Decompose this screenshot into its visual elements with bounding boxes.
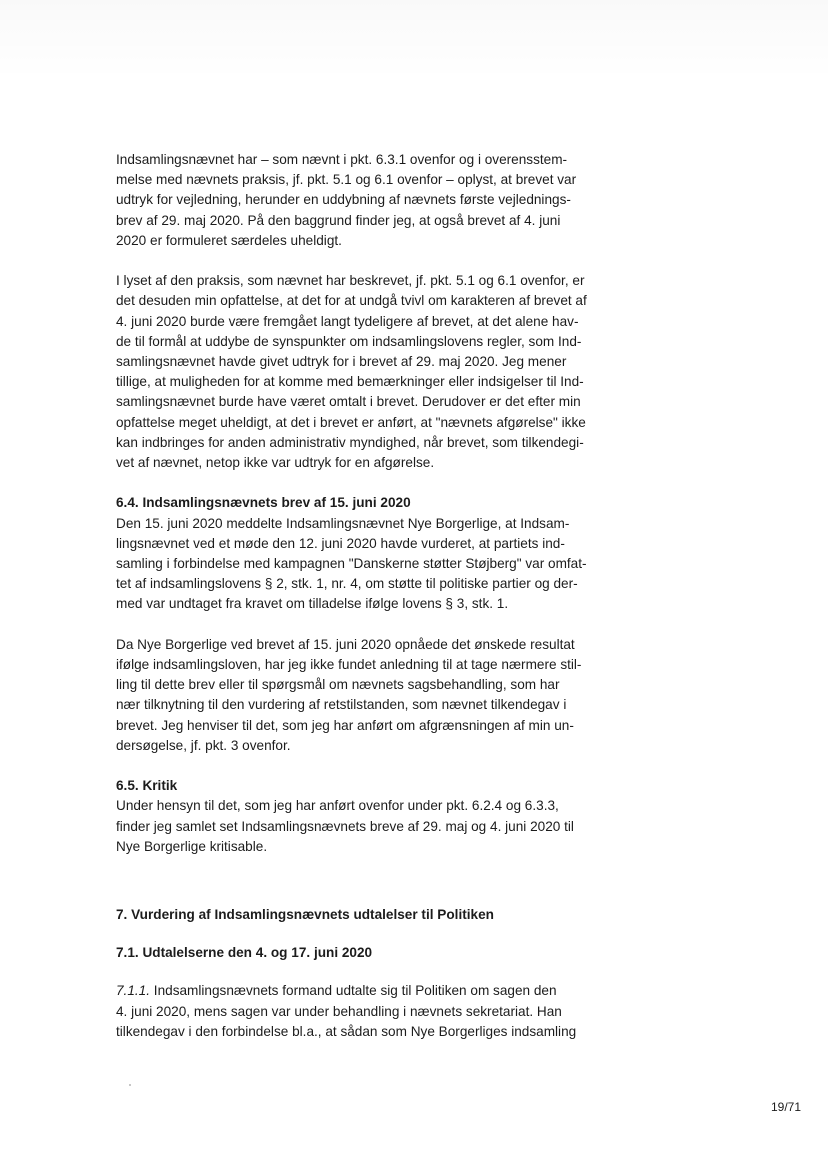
- text-line: det desuden min opfattelse, at det for at undgå tvivl om karakteren af brevet af: [116, 293, 587, 309]
- paragraph-letter-june-4-assessment: [116, 150, 600, 251]
- text-fragment: Indsamlingsnævnets formand udtalte sig til Politiken om sagen den: [150, 983, 557, 999]
- text-line: dersøgelse, jf. pkt. 3 ovenfor.: [116, 737, 291, 753]
- text-line-first: [116, 981, 600, 1001]
- subsection-number: 7.1.1.: [116, 983, 151, 999]
- paragraph-7-1-1: [116, 981, 600, 1042]
- text-line: Indsamlingsnævnet har – som nævnt i pkt. 6.3.1 ovenfor og i overensstem-: [116, 152, 568, 167]
- section-heading-7-1: 7.1. Udtalelserne den 4. og 17. juni 2020: [116, 945, 373, 961]
- text-line: melse med nævnets praksis, jf. pkt. 5.1 og 6.1 ovenfor – oplyst, at brevet var: [116, 172, 577, 188]
- text-line: ling til dette brev eller til spørgsmål om nævnets sagsbehandling, som har: [116, 677, 560, 693]
- text-line: ifølge indsamlingsloven, har jeg ikke fundet anledning til at tage nærmere stil-: [116, 657, 582, 673]
- text-line: samlingsnævnet havde givet udtryk for i brevet af 29. maj 2020. Jeg mener: [116, 354, 567, 370]
- text-line: 2020 er formuleret særdeles uheldigt.: [116, 232, 342, 248]
- text-line: nær tilknytning til den vurdering af retstilstanden, som nævnet tilkendegav i: [116, 697, 567, 713]
- text-line: brev af 29. maj 2020. På den baggrund finder jeg, at også brevet af 4. juni: [116, 212, 561, 228]
- section-heading-6-4: 6.4. Indsamlingsnævnets brev af 15. juni 2020: [116, 495, 411, 511]
- paragraph-june-15-result: [116, 635, 600, 756]
- scan-shade: [0, 0, 828, 80]
- text-line: finder jeg samlet set Indsamlingsnævnets breve af 29. maj og 4. juni 2020 til: [116, 818, 574, 834]
- text-line: Den 15. juni 2020 meddelte Indsamlingsnævnet Nye Borgerlige, at Indsam-: [116, 515, 570, 531]
- text-line: tillige, at muligheden for at komme med bemærkninger eller indsigelser til Ind-: [116, 374, 584, 390]
- text-line: Nye Borgerlige kritisable.: [116, 838, 268, 854]
- section-heading-6-5: 6.5. Kritik: [116, 778, 178, 794]
- text-line: 4. juni 2020 burde være fremgået langt tydeligere af brevet, at det alene hav-: [116, 313, 579, 329]
- text-line: opfattelse meget uheldigt, at det i brevet er anført, at "nævnets afgørelse" ikke: [116, 414, 586, 430]
- text-line: udtryk for vejledning, herunder en uddybning af nævnets første vejlednings-: [116, 192, 571, 208]
- text-line: 4. juni 2020, mens sagen var under behandling i nævnets sekretariat. Han: [116, 1003, 562, 1019]
- text-line: tilkendegav i den forbindelse bl.a., at sådan som Nye Borgerliges indsamling: [116, 1023, 577, 1039]
- page-number: 19/71: [771, 1100, 802, 1114]
- text-line: Da Nye Borgerlige ved brevet af 15. juni 2020 opnåede det ønskede resultat: [116, 636, 575, 652]
- text-line: samlingsnævnet burde have været omtalt i brevet. Derudover er det efter min: [116, 394, 581, 410]
- text-line: tet af indsamlingslovens § 2, stk. 1, nr. 4, om støtte til politiske partier og der-: [116, 576, 578, 592]
- section-heading-7: 7. Vurdering af Indsamlingsnævnets udtalelser til Politiken: [116, 907, 494, 923]
- scan-speck: [129, 1084, 131, 1086]
- section-6-5: [116, 776, 600, 857]
- text-line: lingsnævnet ved et møde den 12. juni 2020 havde vurderet, at partiets ind-: [116, 535, 565, 551]
- document-body: [116, 150, 600, 1062]
- text-line: de til formål at uddybe de synspunkter om indsamlingslovens regler, som Ind-: [116, 333, 582, 349]
- section-6-4: [116, 493, 600, 614]
- text-line: samling i forbindelse med kampagnen "Danskerne støtter Støjberg" var omfat-: [116, 556, 587, 572]
- text-line: brevet. Jeg henviser til det, som jeg har anført om afgrænsningen af min un-: [116, 717, 574, 733]
- text-line: vet af nævnet, netop ikke var udtryk for en afgørelse.: [116, 455, 435, 471]
- text-line: Under hensyn til det, som jeg har anført ovenfor under pkt. 6.2.4 og 6.3.3,: [116, 798, 559, 814]
- text-line: I lyset af den praksis, som nævnet har beskrevet, jf. pkt. 5.1 og 6.1 ovenfor, er: [116, 273, 585, 289]
- paragraph-practice-opinion: [116, 271, 600, 473]
- text-line: med var undtaget fra kravet om tilladelse ifølge lovens § 3, stk. 1.: [116, 596, 509, 612]
- text-line: kan indbringes for anden administrativ myndighed, når brevet, som tilkendegi-: [116, 434, 584, 450]
